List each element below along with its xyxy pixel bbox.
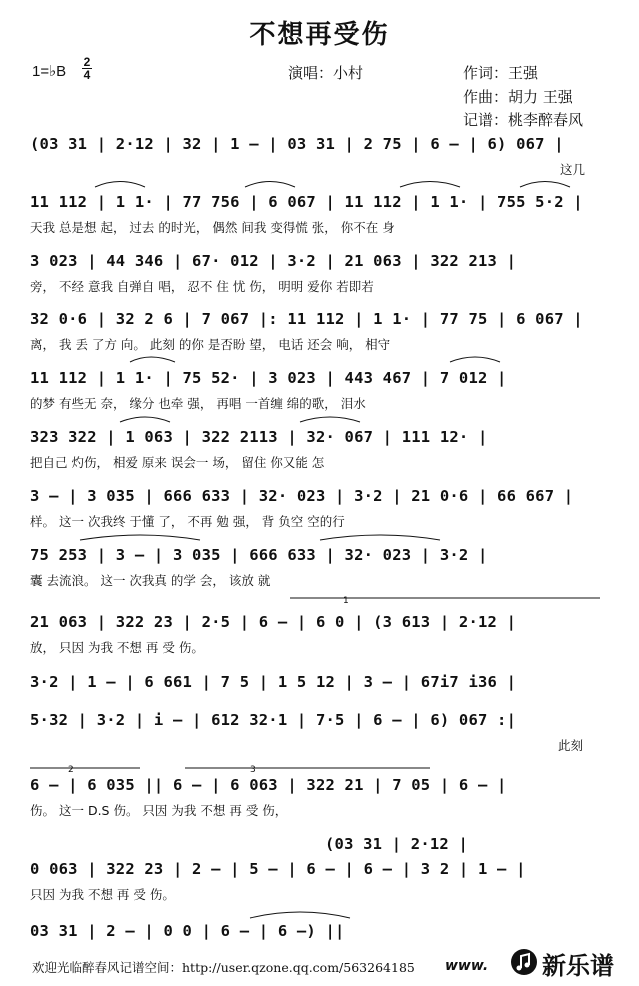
slur [95, 182, 145, 188]
lyrics: 样。 这一 次我终 于懂 了， 不再 勉 强， 背 负空 空的行 [30, 514, 345, 529]
notation: 03 31 | 2 – | 0 0 | 6 – | 6 –) || [30, 922, 345, 940]
key-signature: 1=♭B [32, 63, 67, 80]
lyrics: 囊 去流浪。 这一 次我真 的学 会， 该放 就 [30, 573, 271, 588]
slur [300, 417, 360, 422]
lyrics: 只因 为我 不想 再 受 伤。 [30, 887, 175, 902]
slur [520, 182, 570, 188]
lyricist-credit: 作词：王强 [463, 64, 539, 82]
notation: 5·32 | 3·2 | i – | 612 32·1 | 7·5 | 6 – | 6) 067 :| [30, 711, 517, 729]
song-title: 不想再受伤 [249, 20, 390, 50]
site-logo [510, 946, 635, 980]
slur [245, 182, 295, 188]
time-signature [82, 56, 92, 81]
slur [450, 357, 500, 362]
lyrics: 的梦 有些无 奈， 缘分 也牵 强， 再唱 一首缠 绵的歌， 泪水 [30, 396, 366, 411]
lyrics: 天我 总是想 起， 过去 的时光， 偶然 间我 变得慌 张， 你不在 身 [30, 220, 395, 235]
watermark: www. [445, 958, 489, 974]
volta-number: 3 [250, 765, 256, 775]
time-signature-top: 2 [83, 55, 91, 69]
footer-credit: 欢迎光临醉春风记谱空间：http://user.qzone.qq.com/563264185 [32, 960, 415, 975]
notation: 11 112 | 1 1· | 77 756 | 6 067 | 11 112 | 1 1· | 755 5·2 | [30, 193, 583, 211]
notation: 3·2 | 1 – | 6 661 | 7 5 | 1 5 12 | 3 – | 67i7 i36 | [30, 673, 517, 691]
lyrics: 旁， 不经 意我 自弹自 唱， 忍不 住 忧 伤， 明明 爱你 若即若 [30, 279, 374, 294]
lyrics: 伤。 这一 D.S 伤。 只因 为我 不想 再 受 伤， [30, 803, 288, 818]
notation: 21 063 | 322 23 | 2·5 | 6 – | 6 0 | (3 613 | 2·12 | [30, 613, 517, 631]
notation: 11 112 | 1 1· | 75 52· | 3 023 | 443 467 | 7 012 | [30, 369, 507, 387]
slur [130, 357, 175, 362]
notation: 3 – | 3 035 | 666 633 | 32· 023 | 3·2 | 21 0·6 | 66 667 | [30, 487, 574, 505]
lyrics: 这几 [560, 162, 586, 177]
volta-number: 2 [68, 765, 74, 775]
notation: 75 253 | 3 – | 3 035 | 666 633 | 32· 023 | 3·2 | [30, 546, 488, 564]
volta-number: 1 [343, 596, 349, 606]
lyrics: 此刻 [558, 738, 584, 753]
slur [250, 912, 350, 918]
notation: 0 063 | 322 23 | 2 – | 5 – | 6 – | 6 – | 3 2 | 1 – | [30, 860, 526, 878]
music-note-icon [510, 948, 538, 976]
lyrics: 离， 我 丢 了方 向。 此刻 的你 是否盼 望， 电话 还会 响， 相守 [30, 337, 391, 352]
composer-credit: 作曲：胡力 王强 [463, 88, 573, 106]
lyrics: 把自己 灼伤， 相爱 原来 误会一 场， 留住 你又能 怎 [30, 455, 325, 470]
slur [320, 535, 440, 540]
notation: 32 0·6 | 32 2 6 | 7 067 |: 11 112 | 1 1· | 77 75 | 6 067 | [30, 310, 583, 328]
logo-text: 新乐谱 [542, 952, 614, 980]
slur [80, 535, 200, 540]
notation: (03 31 | 2·12 | 32 | 1 – | 03 31 | 2 75 | 6 – | 6) 067 | [30, 135, 564, 153]
notation: 3 023 | 44 346 | 67· 012 | 3·2 | 21 063 | 322 213 | [30, 252, 517, 270]
singer-credit: 演唱：小村 [288, 64, 364, 82]
transcriber-credit: 记谱：桃李醉春风 [463, 111, 584, 129]
slur [120, 417, 170, 422]
notation: (03 31 | 2·12 | [325, 835, 468, 853]
slur [400, 182, 460, 188]
notation: 6 – | 6 035 || 6 – | 6 063 | 322 21 | 7 05 | 6 – | [30, 776, 507, 794]
notation: 323 322 | 1 063 | 322 2113 | 32· 067 | 111 12· | [30, 428, 488, 446]
lyrics: 放， 只因 为我 不想 再 受 伤。 [30, 640, 204, 655]
time-signature-bottom: 4 [83, 68, 91, 82]
